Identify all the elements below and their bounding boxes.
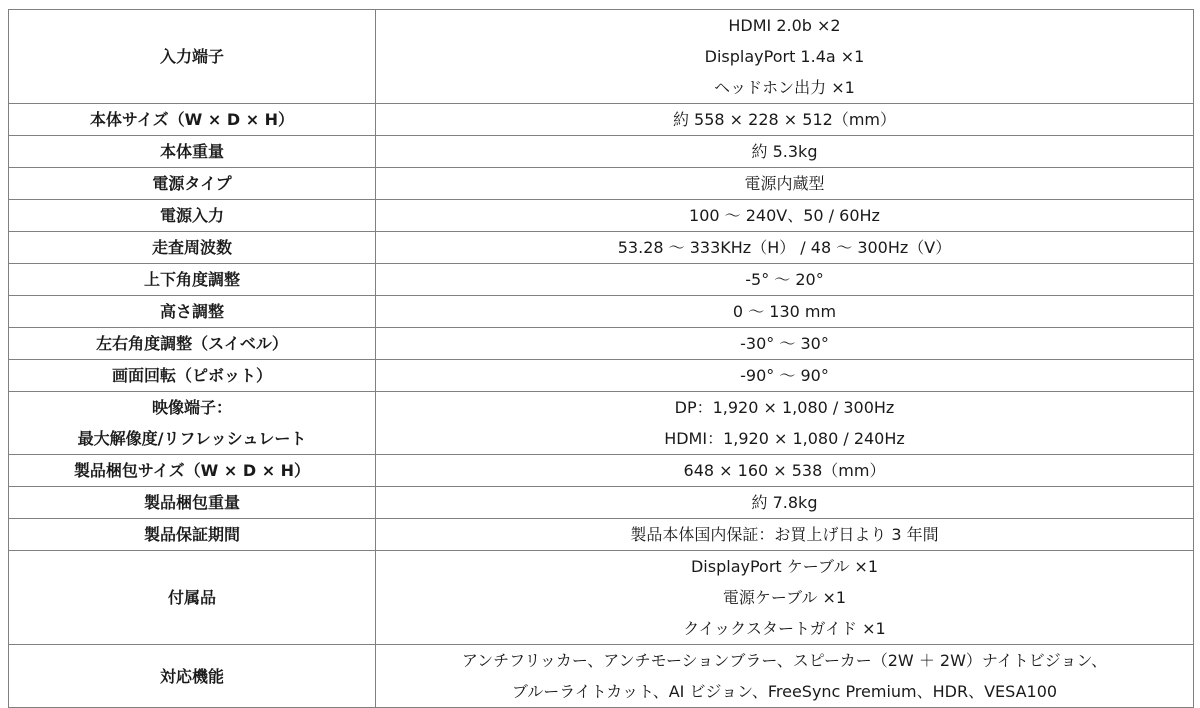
table-row xyxy=(9,519,1194,551)
row-label xyxy=(9,168,376,200)
row-label-text: 製品梱包サイズ（W × D × H） xyxy=(73,461,311,480)
table-row xyxy=(9,200,1194,232)
row-label-text: 電源入力 xyxy=(159,206,224,225)
row-value-text: 約 5.3kg xyxy=(751,142,818,161)
table-row xyxy=(9,455,1194,487)
row-label xyxy=(9,200,376,232)
row-value-text: ヘッドホン出力 ×1 xyxy=(714,78,855,97)
row-value-text: DisplayPort 1.4a ×1 xyxy=(704,47,865,66)
row-value xyxy=(376,551,1194,645)
row-label-text: 走査周波数 xyxy=(151,238,232,257)
row-label xyxy=(9,264,376,296)
row-value-text: -5° ～ 20° xyxy=(745,270,824,289)
row-value xyxy=(376,392,1194,455)
row-label xyxy=(9,296,376,328)
row-value-text: DP：1,920 × 1,080 / 300Hz xyxy=(674,398,895,417)
row-label-text: 上下角度調整 xyxy=(143,270,240,289)
row-value xyxy=(376,519,1194,551)
row-value-text: 53.28 ～ 333KHz（H） / 48 ～ 300Hz（V） xyxy=(617,238,952,257)
row-value-text: HDMI：1,920 × 1,080 / 240Hz xyxy=(664,429,905,448)
row-label-text: 製品梱包重量 xyxy=(143,493,240,512)
row-value-text: 電源内蔵型 xyxy=(744,174,825,193)
row-label-text: 本体重量 xyxy=(159,142,224,161)
row-value-text: アンチフリッカー、アンチモーションブラー、スピーカー（2W ＋ 2W）ナイトビジョン、 xyxy=(461,651,1108,670)
row-value xyxy=(376,10,1194,104)
row-value xyxy=(376,104,1194,136)
row-value-text: 約 558 × 228 × 512（mm） xyxy=(672,110,897,129)
row-label-text: 画面回転（ピボット） xyxy=(111,366,272,385)
table-row xyxy=(9,392,1194,455)
row-value-text: クイックスタートガイド ×1 xyxy=(683,619,886,638)
row-value-text: 100 ～ 240V、50 / 60Hz xyxy=(689,206,880,225)
row-value xyxy=(376,232,1194,264)
row-value-text: 約 7.8kg xyxy=(751,493,818,512)
table-row xyxy=(9,551,1194,645)
row-label xyxy=(9,104,376,136)
table-row xyxy=(9,645,1194,708)
row-value xyxy=(376,296,1194,328)
row-label xyxy=(9,232,376,264)
row-label xyxy=(9,360,376,392)
row-value-text: DisplayPort ケーブル ×1 xyxy=(690,557,878,576)
row-value-text: 製品本体国内保証：お買上げ日より 3 年間 xyxy=(630,525,939,544)
row-value-text: 648 × 160 × 538（mm） xyxy=(683,461,886,480)
table-row xyxy=(9,136,1194,168)
row-value xyxy=(376,487,1194,519)
row-label-text: 左右角度調整（スイベル） xyxy=(96,334,288,353)
table-row xyxy=(9,10,1194,104)
table-row xyxy=(9,232,1194,264)
row-value xyxy=(376,200,1194,232)
row-label xyxy=(9,519,376,551)
table-row xyxy=(9,168,1194,200)
row-value-text: ブルーライトカット、AI ビジョン、FreeSync Premium、HDR、VESA100 xyxy=(511,682,1058,701)
row-value-text: 電源ケーブル ×1 xyxy=(722,588,847,607)
row-label-text: 本体サイズ（W × D × H） xyxy=(89,110,295,129)
row-value xyxy=(376,264,1194,296)
row-value-text: -90° ～ 90° xyxy=(740,366,829,385)
row-label-text: 付属品 xyxy=(167,588,216,607)
row-value-text: -30° ～ 30° xyxy=(740,334,829,353)
table-row xyxy=(9,296,1194,328)
row-value xyxy=(376,328,1194,360)
table-row xyxy=(9,487,1194,519)
row-label-text: 製品保証期間 xyxy=(143,525,240,544)
row-label xyxy=(9,487,376,519)
row-label-text: 最大解像度/リフレッシュレート xyxy=(77,429,307,448)
row-value xyxy=(376,168,1194,200)
row-value xyxy=(376,645,1194,708)
row-label xyxy=(9,645,376,708)
row-label-text: 高さ調整 xyxy=(159,302,224,321)
row-value xyxy=(376,360,1194,392)
row-label xyxy=(9,328,376,360)
table-row xyxy=(9,264,1194,296)
row-label-text: 入力端子 xyxy=(159,47,224,66)
row-label xyxy=(9,136,376,168)
row-label-text: 電源タイプ xyxy=(152,174,232,193)
row-label-text: 映像端子： xyxy=(151,398,232,417)
row-value xyxy=(376,136,1194,168)
row-value xyxy=(376,455,1194,487)
row-label xyxy=(9,551,376,645)
spec-table xyxy=(8,9,1194,708)
table-row xyxy=(9,328,1194,360)
row-value-text: HDMI 2.0b ×2 xyxy=(728,16,841,35)
row-label xyxy=(9,392,376,455)
row-label xyxy=(9,10,376,104)
table-row xyxy=(9,104,1194,136)
table-row xyxy=(9,360,1194,392)
row-label-text: 対応機能 xyxy=(159,666,224,686)
row-value-text: 0 ～ 130 mm xyxy=(732,302,837,321)
row-label xyxy=(9,455,376,487)
